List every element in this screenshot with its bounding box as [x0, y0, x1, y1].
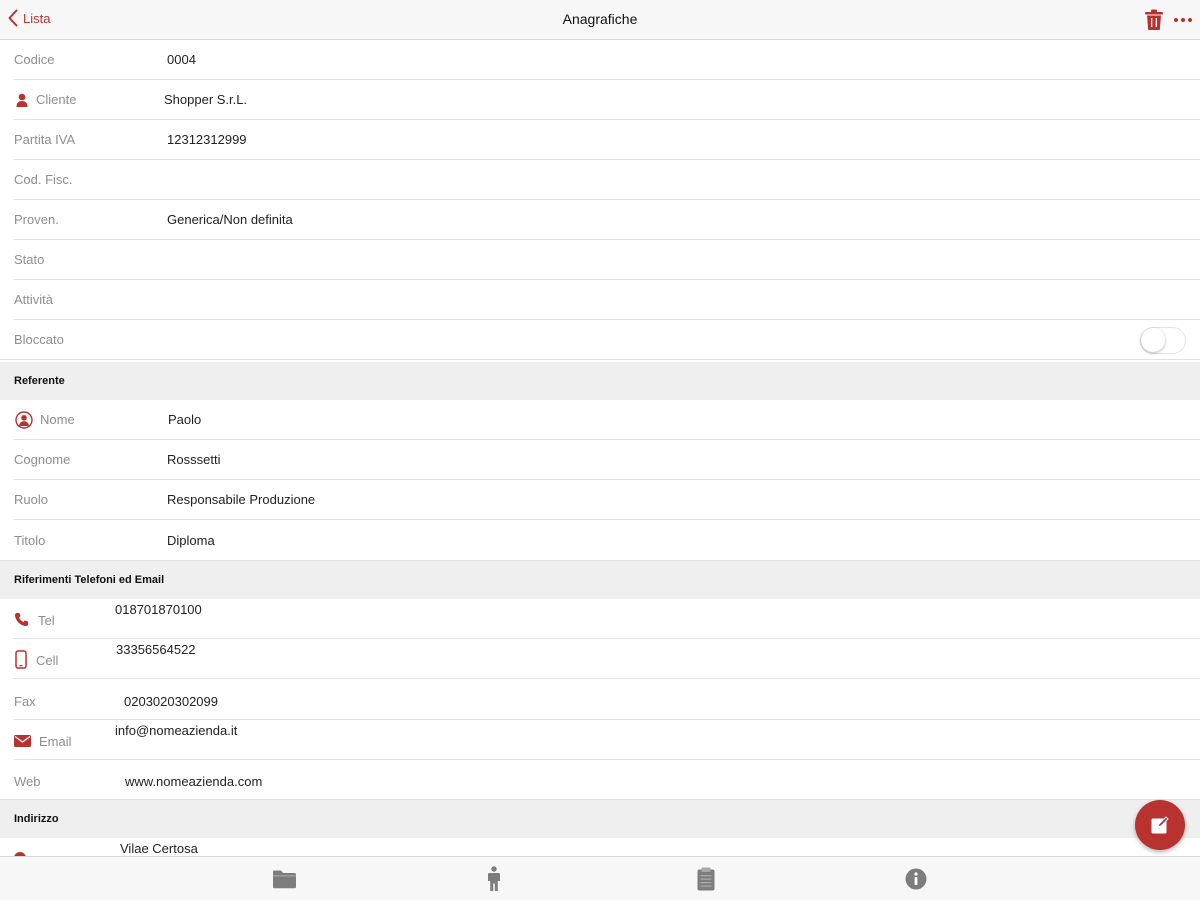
- field-label: Stato: [14, 252, 45, 267]
- tab-bar: [0, 856, 1200, 900]
- edit-icon: [1150, 815, 1170, 835]
- cliente-value: Shopper S.r.L.: [164, 92, 248, 107]
- row-web[interactable]: [0, 760, 1200, 800]
- info-icon: [905, 868, 927, 890]
- nome-value: Paolo: [168, 412, 202, 427]
- clipboard-icon: [696, 867, 716, 891]
- titolo-value: Diploma: [167, 533, 215, 548]
- section-header-indirizzo: [0, 800, 1200, 838]
- row-indirizzo-via[interactable]: [0, 838, 1200, 856]
- field-label: Partita IVA: [14, 132, 76, 147]
- edit-button[interactable]: [1135, 800, 1185, 850]
- cell-value: 33356564522: [116, 642, 196, 657]
- row-bloccato: [0, 320, 1200, 360]
- row-cell[interactable]: [0, 639, 1200, 679]
- back-button-label: Lista: [23, 10, 51, 26]
- web-value: www.nomeazienda.com: [125, 774, 263, 789]
- codice-value: 0004: [167, 52, 196, 67]
- tab-person[interactable]: [481, 866, 507, 892]
- row-fax[interactable]: [0, 680, 1200, 720]
- section-header-riferimenti: [0, 561, 1200, 599]
- row-attivita[interactable]: [0, 280, 1200, 320]
- email-value: info@nomeazienda.it: [115, 723, 238, 738]
- row-titolo[interactable]: [0, 521, 1200, 561]
- field-label: Tel: [38, 613, 55, 628]
- field-label: Fax: [14, 694, 36, 709]
- row-codice[interactable]: [0, 40, 1200, 80]
- person-icon: [14, 92, 30, 108]
- row-tel[interactable]: [0, 599, 1200, 639]
- detail-form: [0, 40, 1200, 856]
- trash-icon[interactable]: [1144, 9, 1164, 31]
- row-email[interactable]: [0, 720, 1200, 760]
- field-label: Titolo: [14, 533, 46, 548]
- envelope-icon: [14, 735, 31, 747]
- section-title: Referente: [14, 375, 65, 387]
- field-label: Cognome: [14, 452, 71, 467]
- field-label: Proven.: [14, 212, 59, 227]
- page-title: Anagrafiche: [562, 11, 638, 27]
- phone-icon: [14, 612, 29, 627]
- contact-icon: [15, 411, 33, 429]
- tab-folder[interactable]: [271, 866, 297, 892]
- field-label: Cliente: [36, 92, 77, 107]
- indirizzo-via-value: Vilae Certosa: [120, 841, 198, 856]
- row-cognome[interactable]: [0, 440, 1200, 480]
- row-cliente[interactable]: [0, 80, 1200, 120]
- folder-icon: [272, 869, 297, 889]
- field-label: Email: [39, 734, 72, 749]
- partita-iva-value: 12312312999: [167, 132, 247, 147]
- tab-clipboard[interactable]: [693, 866, 719, 892]
- field-label: Cod. Fisc.: [14, 172, 73, 187]
- navigation-bar: [0, 0, 1200, 40]
- mobile-icon: [15, 650, 27, 669]
- bloccato-toggle[interactable]: [1140, 327, 1186, 354]
- section-title: Riferimenti Telefoni ed Email: [14, 574, 165, 586]
- section-title: Indirizzo: [14, 813, 59, 825]
- more-icon[interactable]: [1174, 18, 1192, 22]
- row-stato[interactable]: [0, 240, 1200, 280]
- proven-value: Generica/Non definita: [167, 212, 293, 227]
- field-label: Ruolo: [14, 492, 48, 507]
- field-label: Bloccato: [14, 332, 64, 347]
- row-partita-iva[interactable]: [0, 120, 1200, 160]
- field-label: Web: [14, 774, 41, 789]
- row-ruolo[interactable]: [0, 480, 1200, 520]
- field-label: Attività: [14, 292, 54, 307]
- fax-value: 0203020302099: [124, 694, 218, 709]
- section-header-referente: [0, 362, 1200, 400]
- field-label: Cell: [36, 653, 59, 668]
- row-nome[interactable]: [0, 400, 1200, 440]
- field-label: Codice: [14, 52, 55, 67]
- row-proven[interactable]: [0, 200, 1200, 240]
- person-standing-icon: [487, 866, 501, 892]
- tel-value: 018701870100: [115, 602, 202, 617]
- row-cod-fisc[interactable]: [0, 160, 1200, 200]
- tab-info[interactable]: [903, 866, 929, 892]
- cognome-value: Rosssetti: [167, 452, 221, 467]
- field-label: Nome: [40, 412, 75, 427]
- ruolo-value: Responsabile Produzione: [167, 492, 316, 507]
